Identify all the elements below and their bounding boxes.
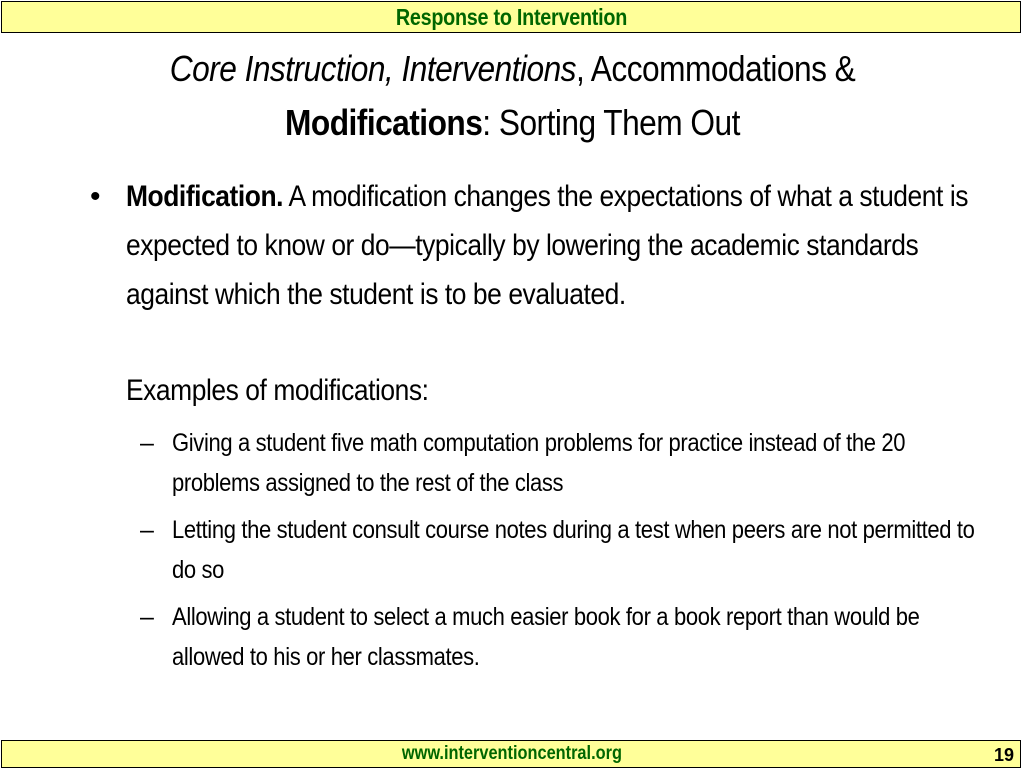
examples-list bbox=[82, 423, 1002, 677]
title-line-2 bbox=[0, 96, 1024, 150]
list-item bbox=[140, 597, 1002, 677]
title-comma: , bbox=[575, 48, 584, 89]
bullet-item bbox=[82, 172, 1002, 319]
bullet-text bbox=[126, 172, 1006, 319]
footer-url[interactable] bbox=[2, 743, 1022, 765]
list-item-text: Allowing a student to select a much easier book for a book report than would be allowed to his or her classmates. bbox=[172, 603, 920, 671]
title-line-1 bbox=[0, 42, 1024, 96]
header-banner bbox=[1, 1, 1021, 33]
list-item bbox=[140, 510, 1002, 590]
examples-heading-text: Examples of modifications: bbox=[126, 374, 429, 407]
list-item-text: Letting the student consult course notes during a test when peers are not permitted to do so bbox=[172, 516, 975, 584]
dash-marker: – bbox=[140, 516, 154, 544]
dash-marker: – bbox=[140, 429, 154, 457]
bullet-marker: • bbox=[90, 180, 101, 213]
slide-title bbox=[0, 42, 1024, 150]
dash-marker: – bbox=[140, 603, 154, 631]
list-item-text: Giving a student five math computation problems for practice instead of the 20 problems assigned to the rest of the class bbox=[172, 429, 906, 497]
examples-heading bbox=[82, 367, 1002, 415]
slide-content bbox=[82, 172, 1002, 684]
title-bold-part: Modifications bbox=[284, 102, 482, 143]
header-banner-text: Response to Intervention bbox=[395, 3, 627, 30]
footer-url-text[interactable]: www.interventioncentral.org bbox=[401, 743, 623, 764]
bullet-term: Modification. bbox=[126, 180, 284, 213]
footer-banner bbox=[1, 740, 1021, 768]
title-rest: : Sorting Them Out bbox=[481, 102, 740, 143]
list-item bbox=[140, 423, 1002, 503]
page-number: 19 bbox=[993, 745, 1014, 765]
title-italic-part: Core Instruction, Interventions bbox=[169, 48, 576, 89]
title-plain-part: Accommodations & bbox=[583, 48, 855, 89]
bullet-definition: A modification changes the expectations of what a student is expected to know or do—typically by lowering the academic standards against which the student is to be evaluated. bbox=[126, 180, 969, 311]
